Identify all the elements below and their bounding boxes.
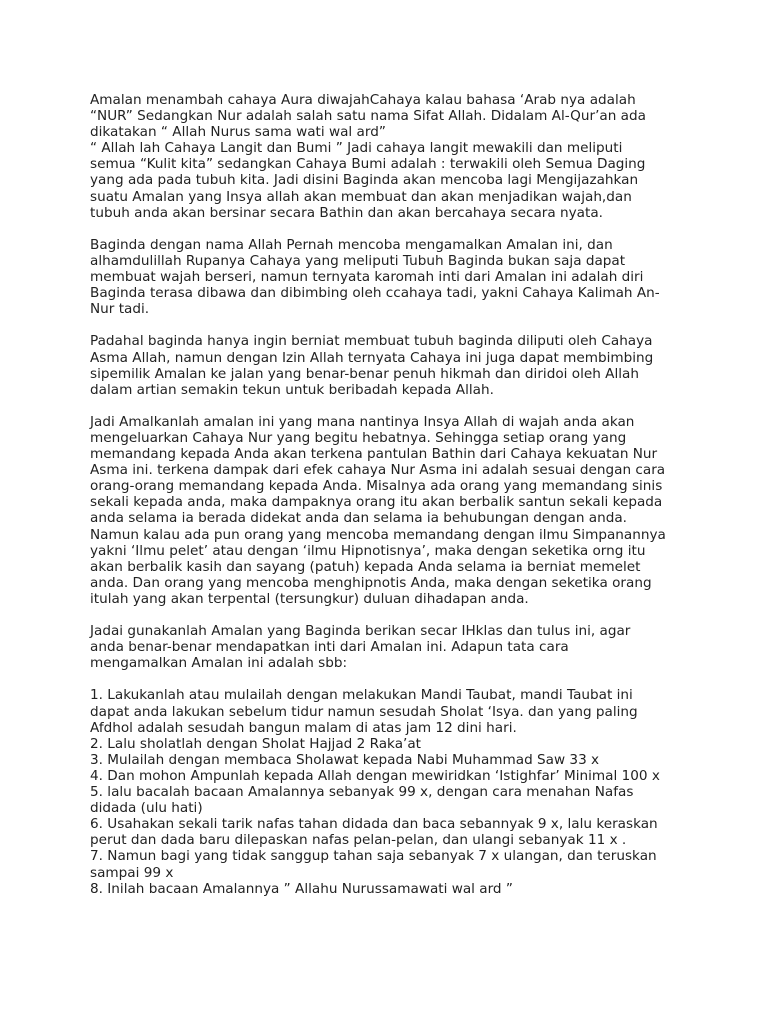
paragraph-experience (90, 237, 690, 317)
text-line: sekali kepada anda, maka dampaknya orang itu akan berbalik santun sekali kepada (90, 494, 663, 511)
steps-list (90, 687, 690, 896)
text-line: anda. Dan orang yang mencoba menghipnotis Anda, maka dengan seketika orang (90, 574, 652, 591)
list-item: perut dan dada baru dilepaskan nafas pelan-pelan, dan ulangi sebanyak 11 x . (90, 832, 627, 849)
text-line: Jadi Amalkanlah amalan ini yang mana nantinya Insya Allah di wajah anda akan (90, 413, 635, 430)
text-line: mengeluarkan Cahaya Nur yang begitu hebatnya. Sehingga setiap orang yang (90, 429, 627, 446)
text-line: sipemilik Amalan ke jalan yang benar-benar penuh hikmah dan diridoi oleh Allah (90, 365, 639, 382)
text-line: Nur tadi. (90, 301, 150, 318)
text-line: membuat wajah berseri, namun ternyata karomah inti dari Amalan ini adalah diri (90, 269, 644, 286)
text-line: “ Allah lah Cahaya Langit dan Bumi ” Jadi cahaya langit mewakili dan meliputi (90, 140, 623, 157)
paragraph-intention (90, 333, 690, 397)
text-line: mengamalkan Amalan ini adalah sbb: (90, 655, 348, 672)
text-line: memandang kepada Anda akan terkena pantulan Bathin dari Cahaya kekuatan Nur (90, 446, 658, 463)
list-item: sampai 99 x (90, 864, 174, 881)
text-line: Padahal baginda hanya ingin berniat membuat tubuh baginda diliputi oleh Cahaya (90, 333, 653, 350)
text-line: tubuh anda akan bersinar secara Bathin dan akan bercahaya secara nyata. (90, 204, 603, 221)
list-item: 5. lalu bacalah bacaan Amalannya sebanyak 99 x, dengan cara menahan Nafas (90, 784, 634, 801)
text-line: Asma ini. terkena dampak dari efek cahaya Nur Asma ini adalah sesuai dengan cara (90, 462, 666, 479)
list-item: dapat anda lakukan sebelum tidur namun sesudah Sholat ‘Isya. dan yang paling (90, 703, 638, 720)
text-line: itulah yang akan terpental (tersungkur) duluan dihadapan anda. (90, 590, 529, 607)
text-line: “NUR” Sedangkan Nur adalah salah satu nama Sifat Allah. Didalam Al-Qur’an ada (90, 108, 646, 125)
list-item: 6. Usahakan sekali tarik nafas tahan didada dan baca sebannyak 9 x, lalu keraskan (90, 816, 658, 833)
text-line: anda benar-benar mendapatkan inti dari Amalan ini. Adapun tata cara (90, 639, 569, 656)
text-line: dalam artian semakin tekun untuk beribadah kepada Allah. (90, 381, 494, 398)
text-line: alhamdulillah Rupanya Cahaya yang meliputi Tubuh Baginda bukan saja dapat (90, 252, 626, 269)
paragraph-intro (90, 92, 690, 221)
list-item: 3. Mulailah dengan membaca Sholawat kepada Nabi Muhammad Saw 33 x (90, 751, 600, 768)
text-line: dikatakan “ Allah Nurus sama wati wal ard” (90, 124, 386, 141)
list-item: 8. Inilah bacaan Amalannya ” Allahu Nurussamawati wal ard ” (90, 880, 513, 897)
list-item: didada (ulu hati) (90, 800, 203, 817)
list-item: 2. Lalu sholatlah dengan Sholat Hajjad 2 Raka’at (90, 735, 422, 752)
text-line: suatu Amalan yang Insya allah akan membuat dan akan menjadikan wajah,dan (90, 188, 632, 205)
text-line: yakni ‘Ilmu pelet’ atau dengan ‘ilmu Hipnotisnya’, maka dengan seketika orng itu (90, 542, 646, 559)
text-line: semua “Kulit kita” sedangkan Cahaya Bumi adalah : terwakili oleh Semua Daging (90, 156, 646, 173)
text-line: Jadai gunakanlah Amalan yang Baginda berikan secar IHklas dan tulus ini, agar (90, 623, 631, 640)
list-item: 4. Dan mohon Ampunlah kepada Allah dengan mewiridkan ‘Istighfar’ Minimal 100 x (90, 767, 660, 784)
text-line: anda selama ia berada didekat anda dan selama ia behubungan dengan anda. (90, 510, 628, 527)
paragraph-usage (90, 623, 690, 671)
text-line: Amalan menambah cahaya Aura diwajahCahaya kalau bahasa ‘Arab nya adalah (90, 92, 636, 108)
text-line: Baginda terasa dibawa dan dibimbing oleh ccahaya tadi, yakni Cahaya Kalimah An- (90, 285, 660, 302)
text-line: yang ada pada tubuh kita. Jadi disini Baginda akan mencoba lagi Mengijazahkan (90, 172, 639, 189)
text-line: akan berbalik kasih dan sayang (patuh) kepada Anda selama ia berniat memelet (90, 558, 641, 575)
list-item: 7. Namun bagi yang tidak sanggup tahan saja sebanyak 7 x ulangan, dan teruskan (90, 848, 657, 865)
text-line: orang-orang memandang kepada Anda. Misalnya ada orang yang memandang sinis (90, 478, 663, 495)
list-item: Afdhol adalah sesudah bangun malam di atas jam 12 dini hari. (90, 719, 517, 736)
list-item: 1. Lakukanlah atau mulailah dengan melakukan Mandi Taubat, mandi Taubat ini (90, 687, 633, 704)
text-line: Asma Allah, namun dengan Izin Allah ternyata Cahaya ini juga dapat membimbing (90, 349, 654, 366)
document-page (90, 92, 690, 913)
text-line: Namun kalau ada pun orang yang mencoba memandang dengan ilmu Simpanannya (90, 526, 666, 543)
text-line: Baginda dengan nama Allah Pernah mencoba mengamalkan Amalan ini, dan (90, 236, 613, 253)
paragraph-effects (90, 414, 690, 607)
